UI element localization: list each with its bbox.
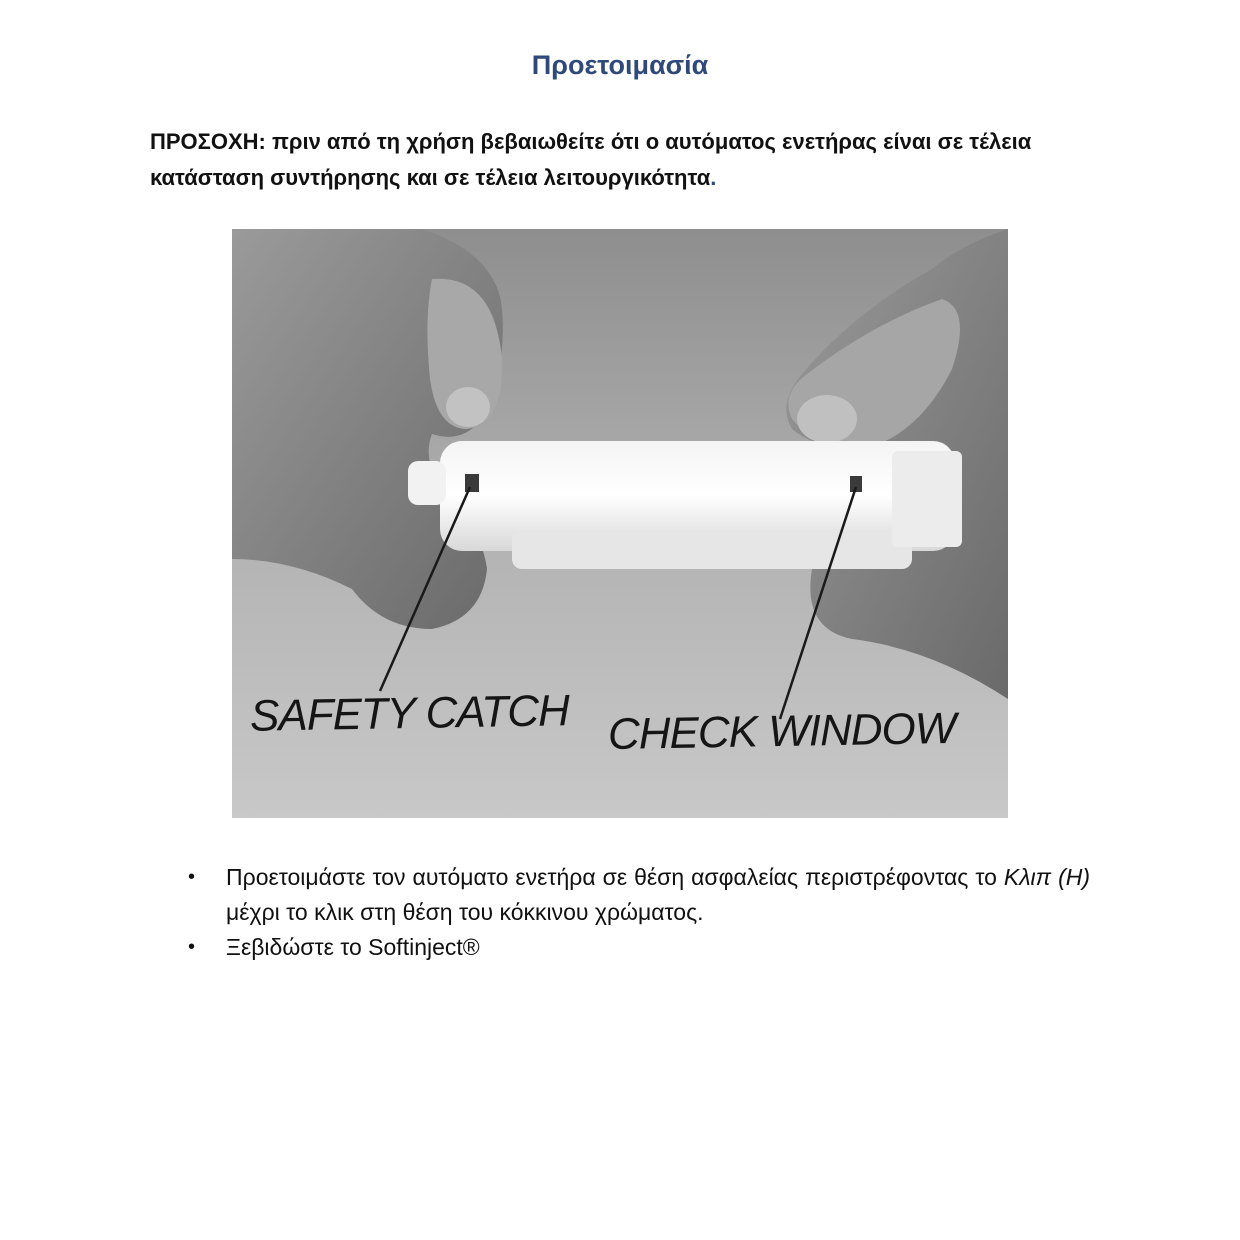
instruction-text: Ξεβιδώστε το Softinject® [226, 934, 480, 960]
check-window-label: CHECK WINDOW [607, 703, 956, 760]
warning-period: . [710, 165, 717, 190]
list-item [188, 930, 1090, 965]
page-title: Προετοιμασία [531, 50, 709, 80]
instruction-text-after: μέχρι το κλικ στη θέση του κόκκινου χρώματος. [226, 899, 704, 925]
left-thumbnail [446, 387, 490, 427]
safety-catch-label: SAFETY CATCH [249, 686, 570, 741]
warning-paragraph [150, 124, 1100, 196]
bullet-marker: • [188, 936, 196, 958]
instruction-list [188, 860, 1090, 965]
warning-label: ΠΡΟΣΟΧΗ: [150, 129, 266, 154]
instruction-emphasis: Κλιπ (H) [1003, 864, 1090, 890]
bullet-marker: • [188, 866, 196, 888]
safety-catch-slot [465, 474, 479, 492]
injector-button [408, 461, 446, 505]
instruction-text-before: Προετοιμάστε τον αυτόματο ενετήρα σε θέση ασφαλείας περιστρέφοντας το [226, 864, 1004, 890]
warning-text: πριν από τη χρήση βεβαιωθείτε ότι ο αυτόματος ενετήρας είναι σε τέλεια κατάσταση συντήρησης και σε τέλεια λειτουργικότητα [150, 129, 1032, 190]
list-item [188, 860, 1090, 930]
injector-cap [892, 451, 962, 547]
injector-photo [232, 229, 1008, 818]
injector-clip [512, 529, 912, 569]
right-thumbnail [797, 395, 857, 443]
